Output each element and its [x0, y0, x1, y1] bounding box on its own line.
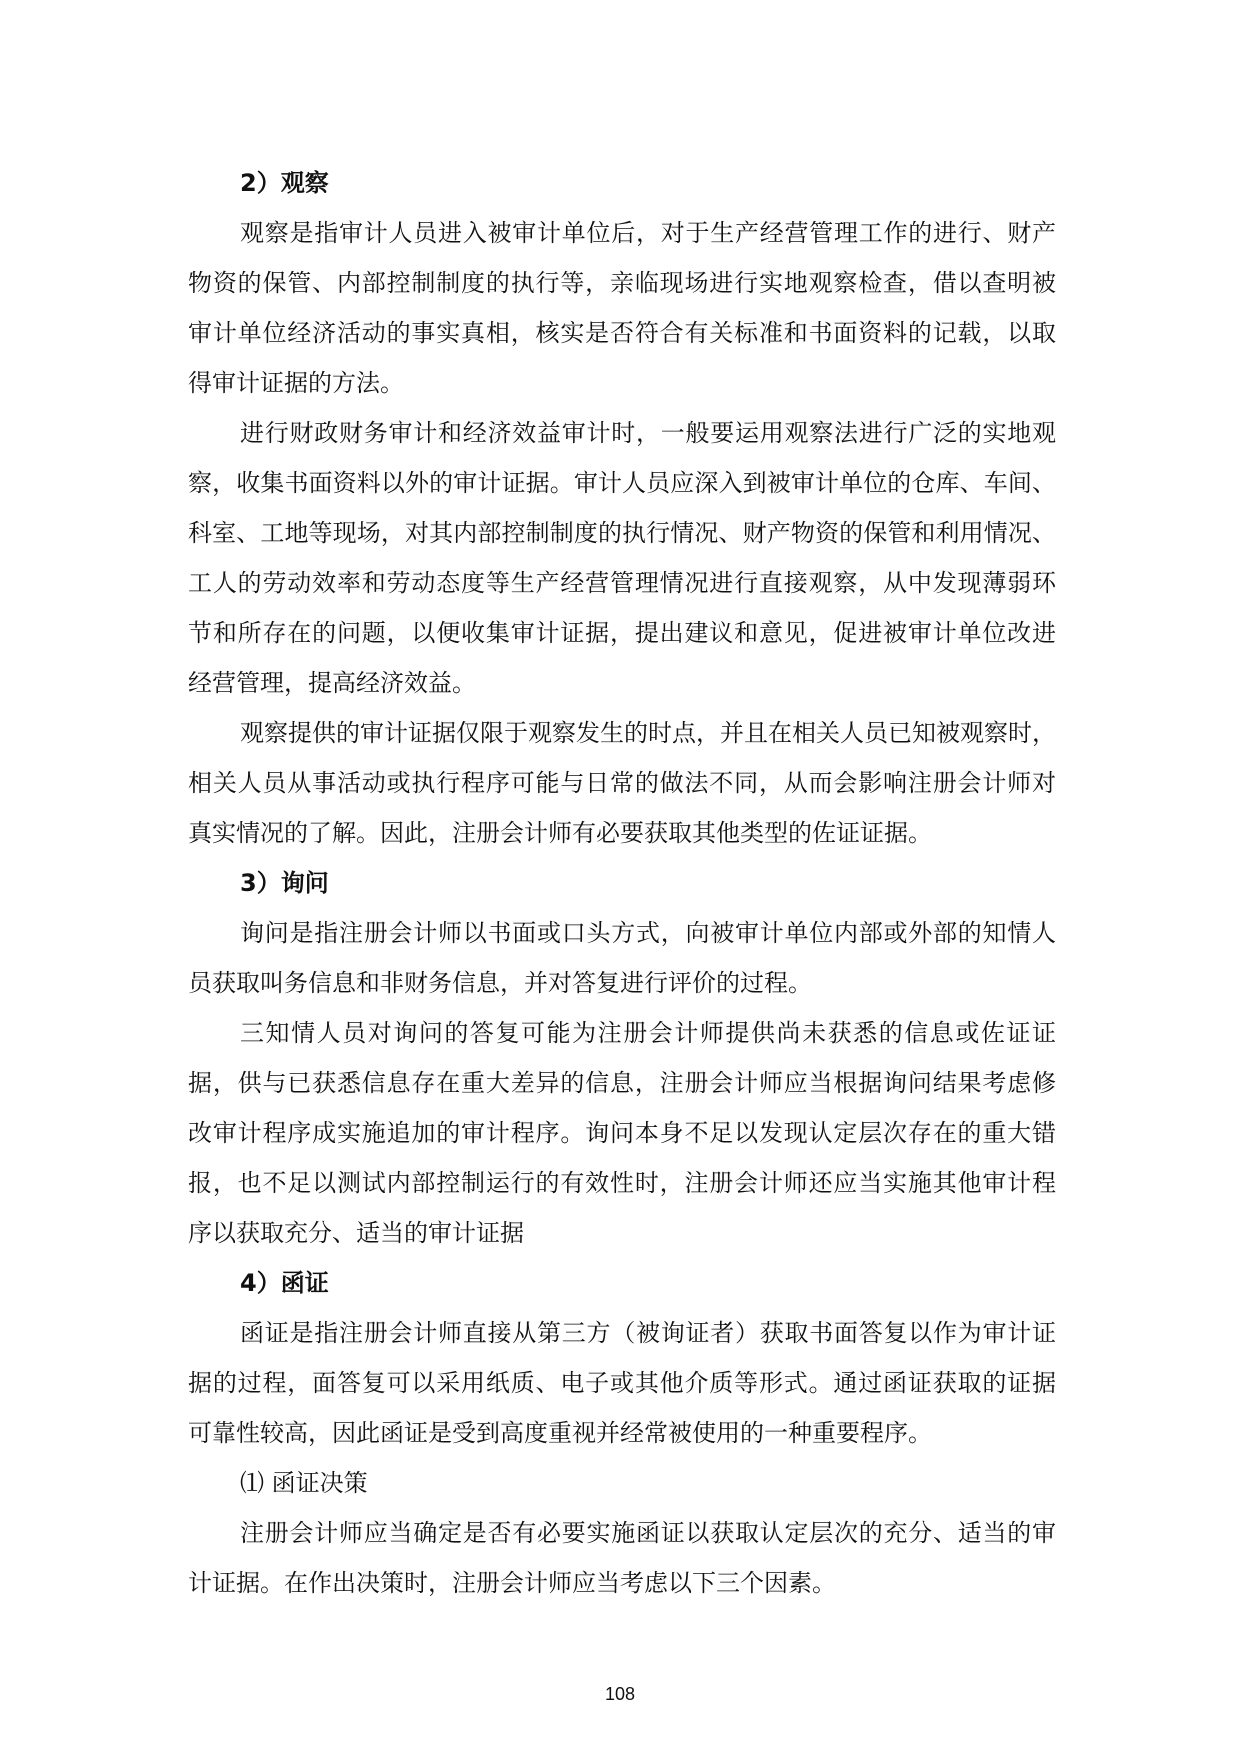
paragraph-line: 物资的保管、内部控制制度的执行等，亲临现场进行实地观察检查，借以查明被 — [188, 269, 1056, 297]
paragraph-line: 审计单位经济活动的事实真相，核实是否符合有关标准和书面资料的记载，以取 — [188, 319, 1056, 347]
section-heading-confirmation: 4）函证 — [240, 1269, 329, 1297]
section-heading-observation: 2）观察 — [240, 169, 329, 197]
paragraph-line: 注册会计师应当确定是否有必要实施函证以获取认定层次的充分、适当的审 — [240, 1519, 1056, 1547]
paragraph-line: 相关人员从事活动或执行程序可能与日常的做法不同，从而会影响注册会计师对 — [188, 769, 1056, 797]
paragraph-line: 观察提供的审计证据仅限于观察发生的时点，并且在相关人员已知被观察时， — [240, 719, 1056, 747]
section-heading-inquiry: 3）询问 — [240, 869, 329, 897]
page-number: 108 — [604, 1684, 636, 1704]
paragraph-line: 真实情况的了解。因此，注册会计师有必要获取其他类型的佐证证据。 — [188, 819, 932, 847]
paragraph-line: 得审计证据的方法。 — [188, 369, 404, 397]
paragraph-line: 改审计程序成实施追加的审计程序。询问本身不足以发现认定层次存在的重大错 — [188, 1119, 1056, 1147]
paragraph-line: 计证据。在作出决策时，注册会计师应当考虑以下三个因素。 — [188, 1569, 836, 1597]
paragraph-line: 观察是指审计人员进入被审计单位后，对于生产经营管理工作的进行、财产 — [240, 219, 1056, 247]
paragraph-line: 据，供与已获悉信息存在重大差异的信息，注册会计师应当根据询问结果考虑修 — [188, 1069, 1056, 1097]
paragraph-line: 函证是指注册会计师直接从第三方（被询证者）获取书面答复以作为审计证 — [240, 1319, 1056, 1347]
paragraph-line: 进行财政财务审计和经济效益审计时，一般要运用观察法进行广泛的实地观 — [240, 419, 1056, 447]
paragraph-line: 询问是指注册会计师以书面或口头方式，向被审计单位内部或外部的知情人 — [240, 919, 1056, 947]
paragraph-line: 据的过程，面答复可以采用纸质、电子或其他介质等形式。通过函证获取的证据 — [188, 1369, 1056, 1397]
paragraph-line: 序以获取充分、适当的审计证据 — [188, 1219, 524, 1247]
paragraph-line: 察，收集书面资料以外的审计证据。审计人员应深入到被审计单位的仓库、车间、 — [188, 469, 1056, 497]
paragraph-line: 经营管理，提高经济效益。 — [188, 669, 476, 697]
page-body — [188, 158, 1056, 1608]
paragraph-line: 可靠性较高，因此函证是受到高度重视并经常被使用的一种重要程序。 — [188, 1419, 932, 1447]
paragraph-line: 三知情人员对询问的答复可能为注册会计师提供尚未获悉的信息或佐证证 — [240, 1019, 1056, 1047]
paragraph-line: 报，也不足以测试内部控制运行的有效性时，注册会计师还应当实施其他审计程 — [188, 1169, 1056, 1197]
paragraph-line: 员获取叫务信息和非财务信息，并对答复进行评价的过程。 — [188, 969, 812, 997]
paragraph-line: 节和所存在的问题，以便收集审计证据，提出建议和意见，促进被审计单位改进 — [188, 619, 1056, 647]
paragraph-line: 科室、工地等现场，对其内部控制制度的执行情况、财产物资的保管和利用情况、 — [188, 519, 1056, 547]
paragraph-line: 工人的劳动效率和劳动态度等生产经营管理情况进行直接观察，从中发现薄弱环 — [188, 569, 1056, 597]
subsection-heading-confirmation-decision: ⑴ 函证决策 — [240, 1469, 368, 1497]
